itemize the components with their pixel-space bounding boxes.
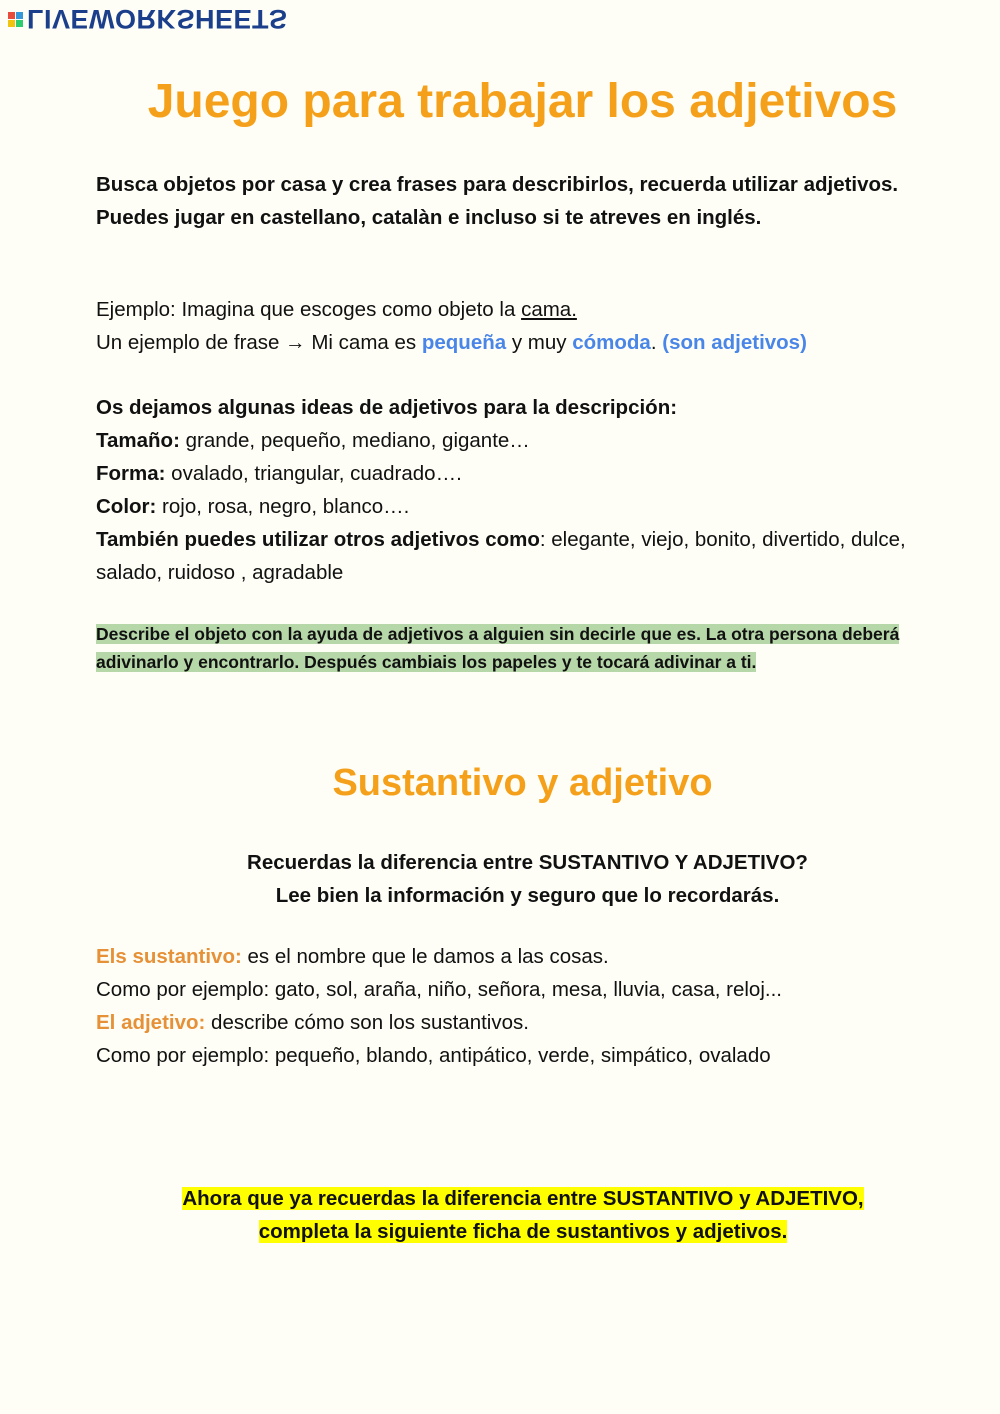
noun-definition	[96, 940, 936, 973]
page-title: Juego para trabajar los adjetivos	[147, 75, 898, 128]
noun-examples: Como por ejemplo: gato, sol, araña, niño, señora, mesa, lluvia, casa, reloj...	[96, 978, 782, 1001]
size-values: grande, pequeño, mediano, gigante…	[179, 429, 530, 452]
example-line-1	[96, 293, 936, 326]
noun-def: es el nombre que le damos a las cosas.	[241, 945, 609, 968]
ideas-shape	[96, 457, 936, 490]
question-line-2: Lee bien la información y seguro que lo recordarás.	[275, 884, 780, 907]
example-adjective-2: cómoda	[572, 331, 651, 354]
ideas-color	[96, 490, 936, 523]
size-label: Tamaño:	[96, 429, 180, 452]
section-question	[0, 846, 1000, 912]
logo-blocks-icon	[8, 12, 23, 27]
other-values: : elegante, viejo, bonito, divertido, dulce, salado, ruidoso , agradable	[96, 528, 906, 584]
intro-text: Busca objetos por casa y crea frases para describirlos, recuerda utilizar adjetivos. Puedes jugar en castellano, catalàn e incluso si te atreves en inglés.	[96, 173, 899, 229]
noun-label: Els sustantivo:	[96, 945, 242, 968]
final-instruction	[0, 1182, 1000, 1248]
question-line-1: Recuerdas la diferencia entre SUSTANTIVO Y ADJETIVO?	[247, 851, 808, 874]
shape-label: Forma:	[96, 462, 166, 485]
final-line-2: completa la siguiente ficha de sustantivos y adjetivos.	[258, 1220, 788, 1243]
ideas-size	[96, 424, 936, 457]
adjective-label: El adjetivo:	[96, 1011, 206, 1034]
example-prefix: Ejemplo: Imagina que escoges como objeto la	[96, 298, 522, 321]
example-adjective-1: pequeña	[421, 331, 507, 354]
logo-text: LIVEWORKSHEETS	[27, 4, 288, 34]
adjective-def: describe cómo son los sustantivos.	[205, 1011, 529, 1034]
example-object: cama.	[521, 298, 577, 321]
ideas-block	[96, 391, 936, 589]
ideas-heading: Os dejamos algunas ideas de adjetivos para la descripción:	[96, 396, 678, 419]
liveworksheets-logo	[8, 6, 288, 32]
example-line-2	[96, 326, 936, 359]
definitions-block	[96, 940, 936, 1072]
section-title: Sustantivo y adjetivo	[332, 762, 713, 804]
game-instruction-text: Describe el objeto con la ayuda de adjetivos a alguien sin decirle que es. La otra persona deberá adivinarlo y encontrarlo. Después cambiais los papeles y te tocará adivinar a ti.	[96, 624, 900, 672]
example-block	[96, 293, 936, 359]
example-sentence-dot: .	[650, 331, 663, 354]
final-line-1: Ahora que ya recuerdas la diferencia entre SUSTANTIVO y ADJETIVO,	[182, 1187, 864, 1210]
color-values: rojo, rosa, negro, blanco….	[156, 495, 410, 518]
game-instruction	[96, 620, 966, 676]
color-label: Color:	[96, 495, 157, 518]
example-sentence-mid: y muy	[506, 331, 573, 354]
example-note: (son adjetivos)	[662, 331, 807, 354]
ideas-other	[96, 523, 936, 589]
adjective-examples: Como por ejemplo: pequeño, blando, antipático, verde, simpático, ovalado	[96, 1044, 771, 1067]
other-label: También puedes utilizar otros adjetivos como	[96, 528, 540, 551]
adjective-definition	[96, 1006, 936, 1039]
shape-values: ovalado, triangular, cuadrado….	[165, 462, 462, 485]
example-sentence-start: Un ejemplo de frase → Mi cama es	[96, 331, 422, 354]
